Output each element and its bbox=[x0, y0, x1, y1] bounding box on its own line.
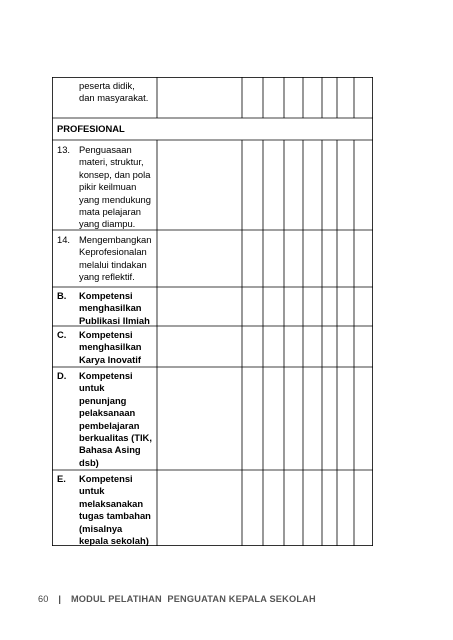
text-line: untuk bbox=[79, 485, 105, 497]
row-c-text bbox=[79, 329, 142, 366]
text-line: tugas tambahan bbox=[79, 510, 151, 522]
row-14-text bbox=[79, 234, 151, 284]
text-line: pembelajaran bbox=[79, 419, 140, 431]
row-continuation-text bbox=[79, 80, 148, 105]
text-line: dan masyarakat. bbox=[79, 92, 149, 104]
text-line: mata pelajaran bbox=[79, 206, 142, 218]
row-letter: C. bbox=[57, 329, 67, 340]
section-header-profesional: PROFESIONAL bbox=[57, 123, 125, 134]
footer-title: MODUL PELATIHAN PENGUATAN KEPALA SEKOLAH bbox=[70, 594, 316, 604]
row-e-text bbox=[79, 473, 151, 547]
text-line: kepala sekolah) bbox=[79, 535, 149, 547]
row-letter: B. bbox=[57, 290, 67, 301]
row-letter: D. bbox=[57, 370, 67, 381]
row-number: 13. bbox=[57, 144, 71, 155]
text-line: pikir keilmuan bbox=[79, 181, 137, 193]
text-line: dsb) bbox=[79, 456, 99, 468]
text-line: Keprofesionalan bbox=[79, 246, 147, 258]
text-line: Mengembangkan bbox=[79, 234, 152, 245]
text-line: yang mendukung bbox=[79, 193, 151, 205]
text-line: penunjang bbox=[79, 394, 127, 406]
row-d-text bbox=[79, 370, 152, 469]
footer-separator: | bbox=[58, 594, 62, 604]
text-line: Kompetensi bbox=[79, 370, 133, 381]
text-line: materi, struktur, bbox=[79, 156, 144, 168]
evaluation-table bbox=[52, 77, 373, 546]
row-b-text bbox=[79, 290, 150, 327]
text-line: Penguasaan bbox=[79, 144, 132, 155]
text-line: peserta didik, bbox=[79, 80, 135, 91]
row-letter: E. bbox=[57, 473, 66, 484]
text-line: yang diampu. bbox=[79, 218, 136, 230]
row-number: 14. bbox=[57, 234, 71, 245]
page-number: 60 bbox=[38, 594, 49, 604]
page-footer bbox=[38, 594, 316, 604]
text-line: Publikasi Ilmiah bbox=[79, 314, 150, 326]
text-line: menghasilkan bbox=[79, 341, 142, 353]
text-line: melalui tindakan bbox=[79, 258, 147, 270]
text-line: Kompetensi bbox=[79, 329, 133, 340]
row-13-text bbox=[79, 144, 151, 231]
text-line: konsep, dan pola bbox=[79, 168, 151, 180]
text-line: Kompetensi bbox=[79, 473, 133, 484]
text-line: (misalnya bbox=[79, 522, 123, 534]
text-line: yang reflektif. bbox=[79, 271, 135, 283]
text-line: Kompetensi bbox=[79, 290, 133, 301]
text-line: pelaksanaan bbox=[79, 407, 136, 419]
column-lines bbox=[157, 77, 354, 546]
text-line: melaksanakan bbox=[79, 497, 144, 509]
text-line: berkualitas (TIK, bbox=[79, 432, 152, 444]
text-line: menghasilkan bbox=[79, 302, 142, 314]
text-line: untuk bbox=[79, 382, 105, 394]
text-line: Karya Inovatif bbox=[79, 353, 141, 365]
text-line: Bahasa Asing bbox=[79, 444, 141, 456]
